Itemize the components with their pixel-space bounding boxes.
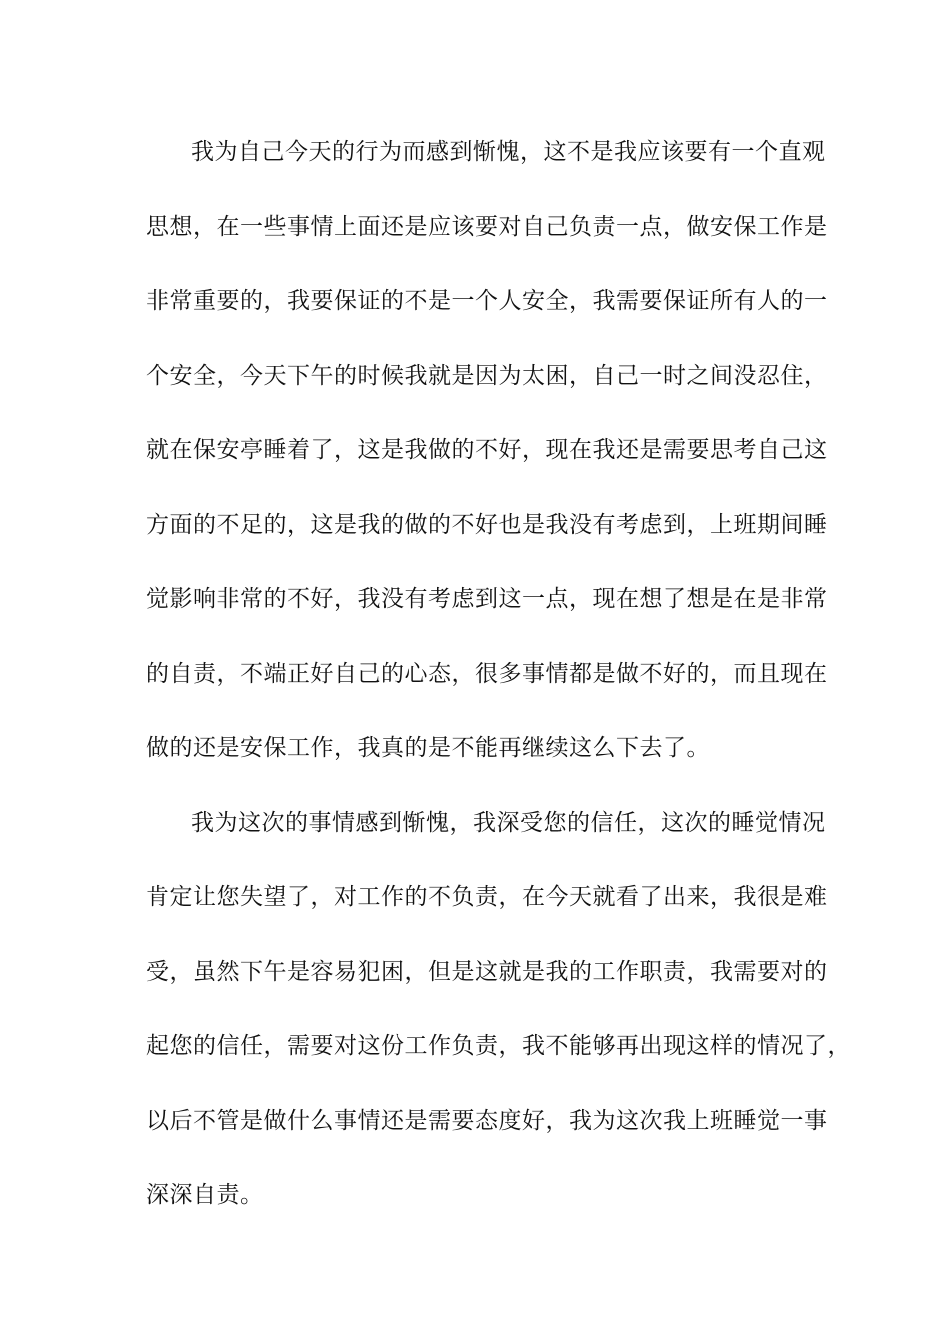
text-line: 我为自己今天的行为而感到惭愧，这不是我应该要有一个直观: [191, 139, 826, 165]
text-line: 就在保安亭睡着了，这是我做的不好，现在我还是需要思考自己这: [146, 437, 828, 463]
text-line: 起您的信任，需要对这份工作负责，我不能够再出现这样的情况了，: [146, 1033, 851, 1059]
text-line: 个安全，今天下午的时候我就是因为太困，自己一时之间没忍住，: [146, 362, 828, 389]
paragraph-2: [146, 801, 851, 1248]
text-line: 肯定让您失望了，对工作的不负责，在今天就看了出来，我很是难: [146, 884, 828, 910]
text-line: 方面的不足的，这是我的做的不好也是我没有考虑到，上班期间睡: [146, 511, 828, 538]
text-line: 以后不管是做什么事情还是需要态度好，我为这次我上班睡觉一事: [146, 1107, 828, 1134]
text-line: 受，虽然下午是容易犯困，但是这就是我的工作职责，我需要对的: [146, 958, 828, 985]
text-line: 的自责，不端正好自己的心态，很多事情都是做不好的，而且现在: [146, 660, 828, 687]
document-body: [146, 130, 851, 1248]
text-line: 思想，在一些事情上面还是应该要对自己负责一点，做安保工作是: [146, 213, 828, 240]
text-line: 做的还是安保工作，我真的是不能再继续这么下去了。: [146, 735, 710, 761]
text-line: 我为这次的事情感到惭愧，我深受您的信任，这次的睡觉情况: [191, 809, 826, 836]
paragraph-1: [146, 130, 828, 801]
text-line: 深深自责。: [146, 1182, 264, 1208]
text-line: 觉影响非常的不好，我没有考虑到这一点，现在想了想是在是非常: [146, 586, 828, 612]
text-line: 非常重要的，我要保证的不是一个人安全，我需要保证所有人的一: [146, 288, 828, 314]
